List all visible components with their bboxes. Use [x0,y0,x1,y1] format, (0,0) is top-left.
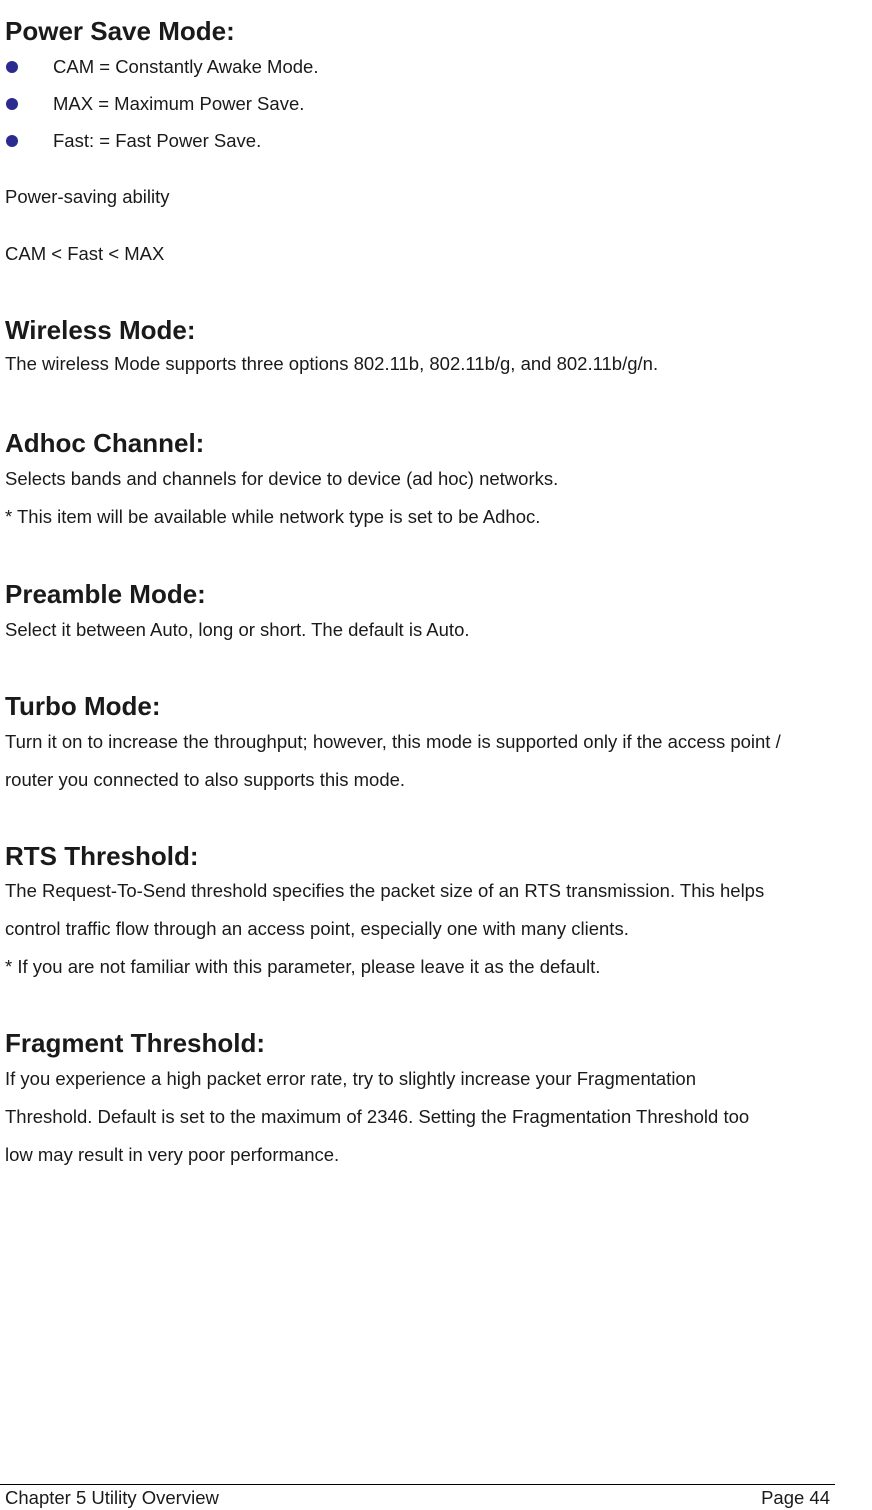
preamble-mode-heading: Preamble Mode: [5,579,206,609]
adhoc-channel-text: Selects bands and channels for device to device (ad hoc) networks. [5,468,559,489]
footer-page-number: Page 44 [761,1487,830,1508]
footer-chapter: Chapter 5 Utility Overview [5,1487,219,1508]
fragment-threshold-text-line-3: low may result in very poor performance. [5,1144,340,1165]
power-saving-ability-label: Power-saving ability [5,186,170,207]
turbo-mode-heading: Turbo Mode: [5,691,161,721]
adhoc-channel-note: * This item will be available while network type is set to be Adhoc. [5,506,541,527]
rts-threshold-heading: RTS Threshold: [5,841,199,871]
fragment-threshold-text-line-1: If you experience a high packet error rate, try to slightly increase your Fragmentation [5,1068,697,1089]
wireless-mode-text: The wireless Mode supports three options 802.11b, 802.11b/g, and 802.11b/g/n. [5,353,659,374]
bullet-icon [6,135,18,147]
adhoc-channel-heading: Adhoc Channel: [5,428,205,458]
fragment-threshold-text-line-2: Threshold. Default is set to the maximum of 2346. Setting the Fragmentation Threshold too [5,1106,750,1127]
rts-threshold-text-line-1: The Request-To-Send threshold specifies the packet size of an RTS transmission. This helps [5,880,765,901]
footer-divider [0,1484,835,1485]
bullet-icon [6,98,18,110]
turbo-mode-text-line-1: Turn it on to increase the throughput; however, this mode is supported only if the access point / [5,731,781,752]
preamble-mode-text: Select it between Auto, long or short. The default is Auto. [5,619,470,640]
power-saving-ability-order: CAM < Fast < MAX [5,243,165,264]
power-save-bullet-max: MAX = Maximum Power Save. [53,93,305,114]
rts-threshold-note: * If you are not familiar with this parameter, please leave it as the default. [5,956,601,977]
rts-threshold-text-line-2: control traffic flow through an access point, especially one with many clients. [5,918,629,939]
power-save-bullet-cam: CAM = Constantly Awake Mode. [53,56,319,77]
bullet-icon [6,61,18,73]
power-save-bullet-fast: Fast: = Fast Power Save. [53,130,262,151]
power-save-heading: Power Save Mode: [5,16,235,46]
wireless-mode-heading: Wireless Mode: [5,315,196,345]
fragment-threshold-heading: Fragment Threshold: [5,1028,266,1058]
turbo-mode-text-line-2: router you connected to also supports this mode. [5,769,406,790]
